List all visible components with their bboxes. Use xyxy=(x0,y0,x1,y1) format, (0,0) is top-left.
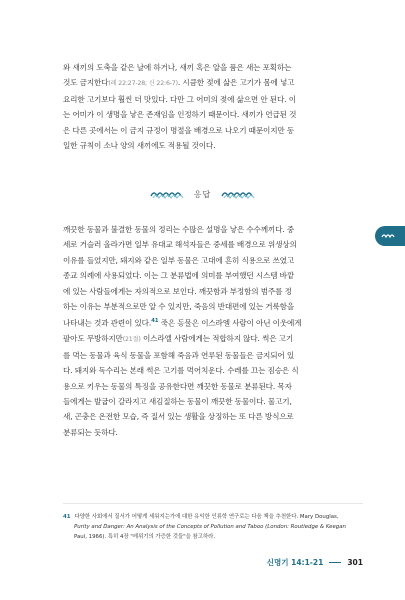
wave-tab-icon xyxy=(381,232,395,240)
footnote-line xyxy=(63,522,363,532)
text-line xyxy=(63,331,363,347)
text-segment: . 시큼한 젖에 삶은 고기가 몸에 넣고 xyxy=(177,78,295,88)
footnote-line xyxy=(63,512,363,522)
book-title: Purity and Danger: An Analysis of the Concepts of Pollution and Taboo (London: Routledge & Keegan xyxy=(74,524,346,530)
text-segment: 것도 금지한다 xyxy=(63,78,109,88)
text-line: 분류되는 듯하다. xyxy=(63,427,118,437)
text-line: 새, 곤충은 온전한 모습, 즉 질서 있는 생활을 상징하는 또 다른 방식으로 xyxy=(63,412,294,422)
text-line: 은 다른 곳에서는 이 금지 규정이 명절을 배경으로 나오기 때문이지만 동 xyxy=(63,125,295,135)
footnote-number: 41 xyxy=(63,514,71,520)
side-thumb-tab xyxy=(375,226,405,246)
running-head: 신명기 14:1-21 xyxy=(266,558,324,567)
paragraph-commentary xyxy=(63,60,363,153)
footnote xyxy=(63,512,363,542)
page-footer xyxy=(267,557,363,568)
footnote-divider xyxy=(63,503,363,504)
footnote-marker[interactable]: 41 xyxy=(151,318,159,325)
text-segment: 죽은 동물은 이스라엘 사람이 아닌 이웃에게 xyxy=(158,318,302,328)
text-line: 다. 돼지와 독수리는 본래 썩은 고기를 먹어치운다. 수레를 끄는 짐승은 식 xyxy=(63,366,299,376)
text-segment: 팔아도 무방하지만 xyxy=(63,334,123,344)
wave-ornament-icon xyxy=(150,189,184,199)
text-line xyxy=(63,75,363,91)
text-line: 세로 거슬러 올라가면 일부 유대교 해석자들은 중세를 배경으로 위생상의 xyxy=(63,240,297,250)
text-line: 용으로 키우는 동물의 특징을 공유한다면 깨끗한 동물로 분류된다. 목자 xyxy=(63,381,292,391)
text-line: 와 새끼의 도축을 같은 날에 하거나, 새끼 혹은 알을 품은 새는 포획하는 xyxy=(63,63,292,72)
footnote-text: 다양한 사회에서 질서가 어떻게 세워지는가에 대한 유익한 인류학 연구로는 다음 책을 추천한다. Mary Douglas, xyxy=(74,514,339,520)
section-title: 응답 xyxy=(193,189,212,199)
paragraph-response xyxy=(63,222,363,440)
scripture-reference: (레 22:27-28; 신 22:6-7) xyxy=(108,80,178,88)
text-line: 일한 규칙이 소나 양의 새끼에도 적용될 것이다. xyxy=(63,141,216,151)
text-line: 깨끗한 동물과 불결한 동물의 정리는 수많은 설명을 낳은 수수께끼다. 중 xyxy=(63,225,295,234)
text-line: 를 먹는 동물과 육식 동물을 포함해 죽음과 연루된 동물들은 금지되어 있 xyxy=(63,350,295,360)
page-number: 301 xyxy=(347,558,363,567)
verse-reference: (21절) xyxy=(122,336,141,344)
text-line xyxy=(63,314,363,331)
footer-divider xyxy=(329,562,341,563)
text-line: 는 어미가 이 생명을 낳은 존재임을 인정하기 때문이다. 새끼가 언급된 것 xyxy=(63,110,297,120)
text-line: 이유를 들었지만, 돼지와 같은 일부 동물은 고대에 흔히 식용으로 쓰였고 xyxy=(63,255,295,265)
section-heading xyxy=(0,186,405,202)
text-segment: 나타내는 것과 관련이 있다. xyxy=(63,318,152,328)
text-line: 요리한 고기보다 훨씬 더 맛있다. 다만 그 어미의 젖에 삶으면 안 된다. 이 xyxy=(63,94,296,104)
text-line: 에 있는 사람들에게는 자의적으로 보인다. 깨끗함과 부정함의 범주를 정 xyxy=(63,286,292,296)
wave-ornament-icon xyxy=(221,189,255,199)
text-line: 들에게는 발굽이 갈라지고 새김질하는 동물이 깨끗한 동물이다. 물고기, xyxy=(63,397,292,406)
text-line: 종교 의례에 사용되었다. 이는 그 분류법에 의미를 부여했던 시스템 바깥 xyxy=(63,271,295,281)
text-line: 하는 이유는 부분적으로만 알 수 있지만, 죽음의 반대편에 있는 거룩함을 xyxy=(63,302,295,312)
footnote-line: Paul, 1966). 특히 4장 "레위기의 가증한 것들"을 참고하라. xyxy=(74,534,216,540)
text-segment: 이스라엘 사람에게는 적합하지 않다. 썩은 고기 xyxy=(140,334,294,344)
